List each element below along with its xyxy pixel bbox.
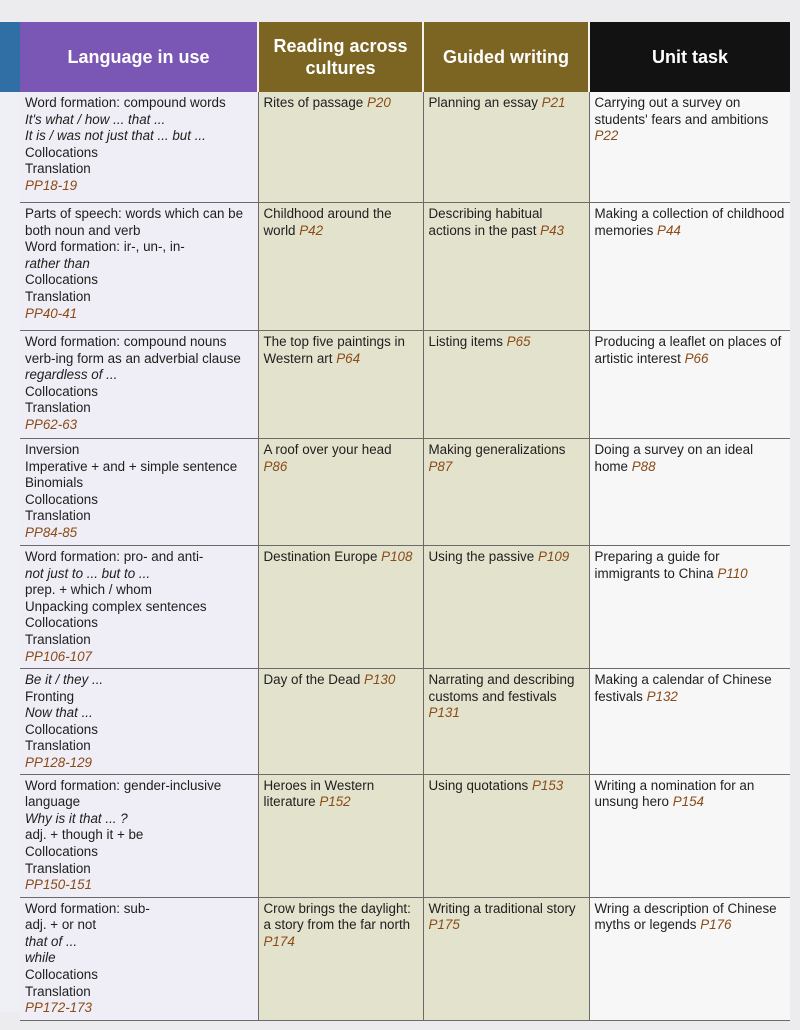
page-reference: P66: [684, 350, 709, 366]
task-title: Wring a description of Chinese myths or legends: [594, 900, 777, 933]
cell-unit-task: [589, 546, 790, 669]
language-item: Parts of speech: words which can be both noun and verb: [25, 206, 244, 238]
language-item: Inversion: [25, 442, 80, 457]
language-item: Collocations: [25, 615, 98, 631]
language-item: Collocations: [25, 272, 98, 288]
cell-unit-task: [589, 897, 790, 1020]
page-reference: P152: [319, 794, 351, 810]
page-reference: P130: [364, 672, 396, 687]
table-row: [20, 92, 790, 203]
cell-unit-task: [589, 774, 790, 897]
cell-language-in-use: [20, 331, 258, 439]
page-reference: P87: [428, 458, 453, 474]
cell-guided-writing: [423, 92, 589, 203]
cell-language-in-use: [20, 439, 258, 546]
cell-language-in-use: [20, 774, 258, 897]
cell-language-in-use: [20, 203, 258, 331]
page-reference: P109: [537, 549, 570, 564]
reading-title: Day of the Dead: [263, 672, 361, 687]
task-title: Doing a survey on an ideal home: [594, 442, 754, 474]
page-reference: P110: [717, 565, 748, 581]
language-item: Why is it that ... ?: [25, 810, 128, 826]
cell-reading-across-cultures: [258, 546, 423, 669]
language-item: Translation: [25, 860, 91, 876]
page-reference: P44: [657, 222, 681, 238]
language-item: while: [25, 950, 56, 966]
language-item: prep. + which / whom: [25, 582, 152, 598]
cell-guided-writing: [423, 439, 589, 546]
language-item: regardless of ...: [25, 367, 118, 383]
cell-language-in-use: [20, 92, 258, 203]
language-item: Unpacking complex sentences: [25, 598, 207, 614]
language-item: not just to ... but to ...: [25, 565, 151, 581]
page-reference: P175: [428, 917, 460, 933]
page-reference: P43: [540, 222, 564, 238]
cell-reading-across-cultures: [258, 774, 423, 897]
language-item: Word formation: gender-inclusive language: [25, 777, 222, 810]
language-item: It's what / how ... that ...: [25, 111, 166, 127]
page-reference: PP172-173: [25, 1000, 93, 1016]
header-language-in-use: Language in use: [20, 22, 258, 92]
contents-table: [20, 22, 790, 1021]
language-item: Fronting: [25, 688, 75, 704]
language-item: adj. + though it + be: [25, 827, 144, 843]
language-item: Word formation: pro- and anti-: [25, 549, 204, 564]
task-title: Making a calendar of Chinese festivals: [594, 672, 772, 704]
page-reference: P174: [263, 933, 295, 949]
writing-title: Planning an essay: [428, 95, 538, 110]
reading-title: Crow brings the daylight: a story from the far north: [263, 900, 411, 933]
writing-title: Narrating and describing customs and festivals: [428, 672, 575, 704]
cell-guided-writing: [423, 203, 589, 331]
page-reference: PP18-19: [25, 177, 78, 193]
page-reference: PP150-151: [25, 877, 93, 893]
cell-guided-writing: [423, 546, 589, 669]
blue-edge-strip: [0, 22, 20, 92]
reading-title: A roof over your head: [263, 442, 392, 457]
cell-unit-task: [589, 331, 790, 439]
writing-title: Using quotations: [428, 777, 529, 793]
cell-reading-across-cultures: [258, 92, 423, 203]
cell-language-in-use: [20, 669, 258, 775]
task-title: Writing a nomination for an unsung hero: [594, 777, 755, 810]
table-row: [20, 203, 790, 331]
cell-guided-writing: [423, 331, 589, 439]
language-item: It is / was not just that ... but ...: [25, 128, 206, 144]
page-reference: P64: [336, 350, 361, 366]
language-item: adj. + or not: [25, 917, 97, 933]
cell-reading-across-cultures: [258, 669, 423, 775]
reading-title: The top five paintings in Western art: [263, 334, 405, 366]
cell-reading-across-cultures: [258, 203, 423, 331]
cell-language-in-use: [20, 897, 258, 1020]
cell-language-in-use: [20, 546, 258, 669]
header-row: [20, 22, 790, 92]
language-item: Translation: [25, 508, 91, 524]
language-item: Be it / they ...: [25, 672, 104, 687]
table-row: [20, 331, 790, 439]
page-reference: P21: [541, 95, 566, 110]
reading-title: Rites of passage: [263, 95, 364, 110]
cell-unit-task: [589, 439, 790, 546]
page-reference: P86: [263, 458, 288, 474]
language-item: Collocations: [25, 843, 98, 859]
language-item: Translation: [25, 288, 91, 304]
table-row: [20, 439, 790, 546]
writing-title: Describing habitual actions in the past: [428, 206, 543, 238]
cell-unit-task: [589, 92, 790, 203]
header-guided-writing: Guided writing: [423, 22, 589, 92]
writing-title: Writing a traditional story: [428, 900, 576, 916]
cell-unit-task: [589, 203, 790, 331]
cell-reading-across-cultures: [258, 897, 423, 1020]
table-row: [20, 669, 790, 775]
table-row: [20, 774, 790, 897]
reading-title: Heroes in Western literature: [263, 777, 375, 810]
edge-margin: [0, 92, 20, 1012]
page-reference: PP106-107: [25, 648, 93, 664]
page-reference: PP62-63: [25, 416, 78, 432]
task-title: Preparing a guide for immigrants to China: [594, 549, 720, 581]
table-row: [20, 897, 790, 1020]
language-item: that of ...: [25, 933, 78, 949]
page-reference: P20: [366, 95, 391, 110]
language-item: Translation: [25, 161, 91, 177]
page-reference: P153: [531, 777, 564, 793]
cell-guided-writing: [423, 774, 589, 897]
writing-title: Using the passive: [428, 549, 535, 564]
cell-reading-across-cultures: [258, 331, 423, 439]
language-item: rather than: [25, 255, 90, 271]
cell-reading-across-cultures: [258, 439, 423, 546]
language-item: Word formation: compound nouns: [25, 334, 227, 349]
table-row: [20, 546, 790, 669]
page-reference: P88: [631, 458, 656, 474]
task-title: Making a collection of childhood memories: [594, 206, 785, 238]
language-item: Translation: [25, 631, 91, 647]
language-item: Collocations: [25, 383, 98, 399]
page-reference: PP40-41: [25, 305, 78, 321]
writing-title: Listing items: [428, 334, 503, 349]
language-item: Translation: [25, 738, 91, 754]
header-reading-across-cultures: Reading across cultures: [258, 22, 423, 92]
cell-unit-task: [589, 669, 790, 775]
language-item: verb-ing form as an adverbial clause: [25, 350, 241, 366]
language-item: Collocations: [25, 966, 98, 982]
page-reference: P176: [700, 917, 732, 933]
header-unit-task: Unit task: [589, 22, 790, 92]
page-reference: P22: [594, 128, 619, 144]
writing-title: Making generalizations: [428, 442, 566, 457]
table-body: [20, 92, 790, 1020]
task-title: Producing a leaflet on places of artistic interest: [594, 334, 782, 366]
page-reference: P108: [381, 549, 413, 564]
reading-title: Destination Europe: [263, 549, 378, 564]
language-item: Word formation: ir-, un-, in-: [25, 239, 185, 255]
language-item: Collocations: [25, 721, 98, 737]
page-reference: P132: [646, 688, 678, 704]
page-reference: P42: [299, 222, 324, 238]
page-reference: PP128-129: [25, 754, 93, 770]
task-title: Carrying out a survey on students' fears and ambitions: [594, 95, 769, 127]
page-reference: P154: [672, 794, 704, 810]
language-item: Imperative + and + simple sentence: [25, 458, 238, 474]
language-item: Binomials: [25, 475, 84, 491]
page-reference: PP84-85: [25, 524, 78, 540]
language-item: Translation: [25, 983, 91, 999]
language-item: Now that ...: [25, 705, 93, 721]
cell-guided-writing: [423, 669, 589, 775]
page-reference: P65: [506, 334, 531, 349]
reading-title: Childhood around the world: [263, 206, 392, 238]
language-item: Collocations: [25, 491, 98, 507]
cell-guided-writing: [423, 897, 589, 1020]
page-reference: P131: [428, 705, 460, 721]
language-item: Word formation: sub-: [25, 900, 150, 916]
language-item: Word formation: compound words: [25, 95, 226, 110]
language-item: Translation: [25, 400, 91, 416]
language-item: Collocations: [25, 144, 98, 160]
